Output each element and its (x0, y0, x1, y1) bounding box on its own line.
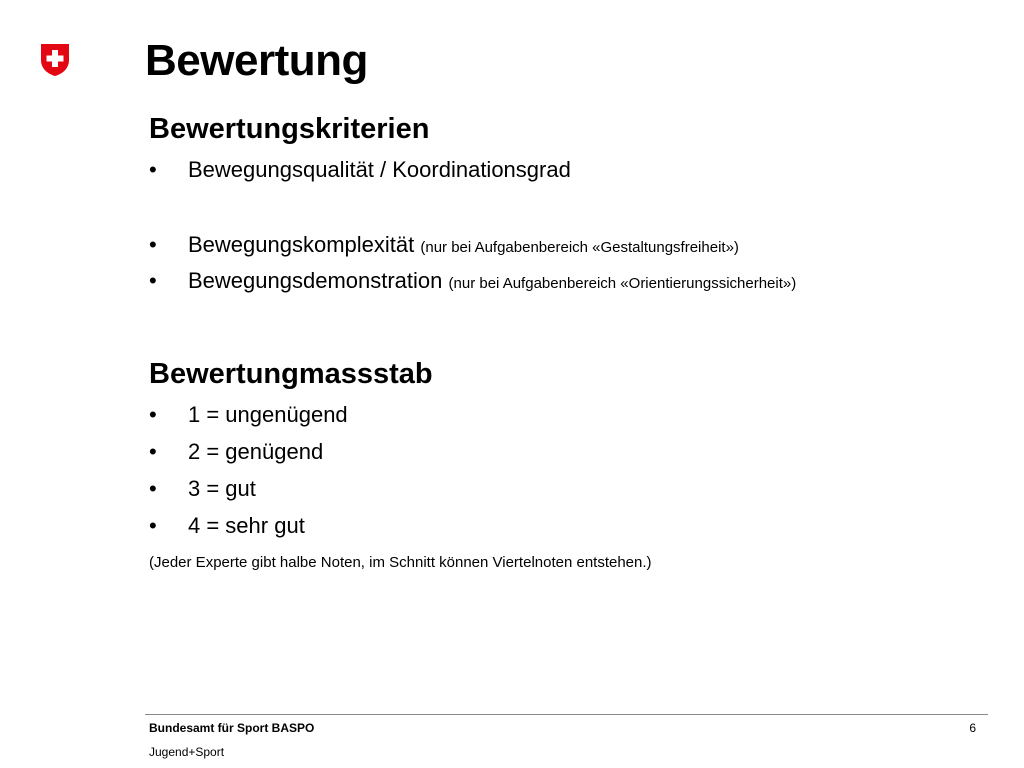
bullet-icon: • (149, 439, 157, 464)
list-item (149, 476, 256, 502)
scale-text: 1 = ungenügend (188, 402, 348, 427)
bullet-icon: • (149, 476, 157, 501)
footer-unit: Jugend+Sport (149, 745, 225, 759)
criterion-note: (nur bei Aufgabenbereich «Orientierungssicherheit») (448, 275, 797, 292)
scale-heading: Bewertungmassstab (149, 358, 433, 390)
list-item (149, 402, 348, 428)
criterion-text: Bewegungsqualität / Koordinationsgrad (188, 157, 571, 182)
scale-remark: (Jeder Experte gibt halbe Noten, im Schnitt können Viertelnoten entstehen.) (149, 554, 652, 571)
bullet-icon: • (149, 402, 157, 427)
swiss-cross-shield-icon (40, 43, 70, 77)
criterion-note: (nur bei Aufgabenbereich «Gestaltungsfreiheit») (420, 239, 739, 256)
footer-organization: Bundesamt für Sport BASPO (149, 721, 315, 735)
scale-text: 4 = sehr gut (188, 513, 305, 538)
list-item (149, 268, 796, 297)
list-item (149, 513, 305, 539)
bullet-icon: • (149, 232, 157, 257)
list-item (149, 232, 739, 261)
bullet-icon: • (149, 513, 157, 538)
scale-text: 3 = gut (188, 476, 256, 501)
scale-text: 2 = genügend (188, 439, 324, 464)
list-item (149, 157, 571, 183)
list-item (149, 439, 323, 465)
bullet-icon: • (149, 157, 157, 182)
bullet-icon: • (149, 268, 157, 293)
criteria-heading: Bewertungskriterien (149, 113, 430, 145)
footer-divider (145, 714, 988, 715)
page-title: Bewertung (145, 36, 368, 85)
criterion-text: Bewegungsdemonstration (188, 268, 443, 293)
criterion-text: Bewegungskomplexität (188, 232, 415, 257)
page-number: 6 (969, 721, 976, 735)
